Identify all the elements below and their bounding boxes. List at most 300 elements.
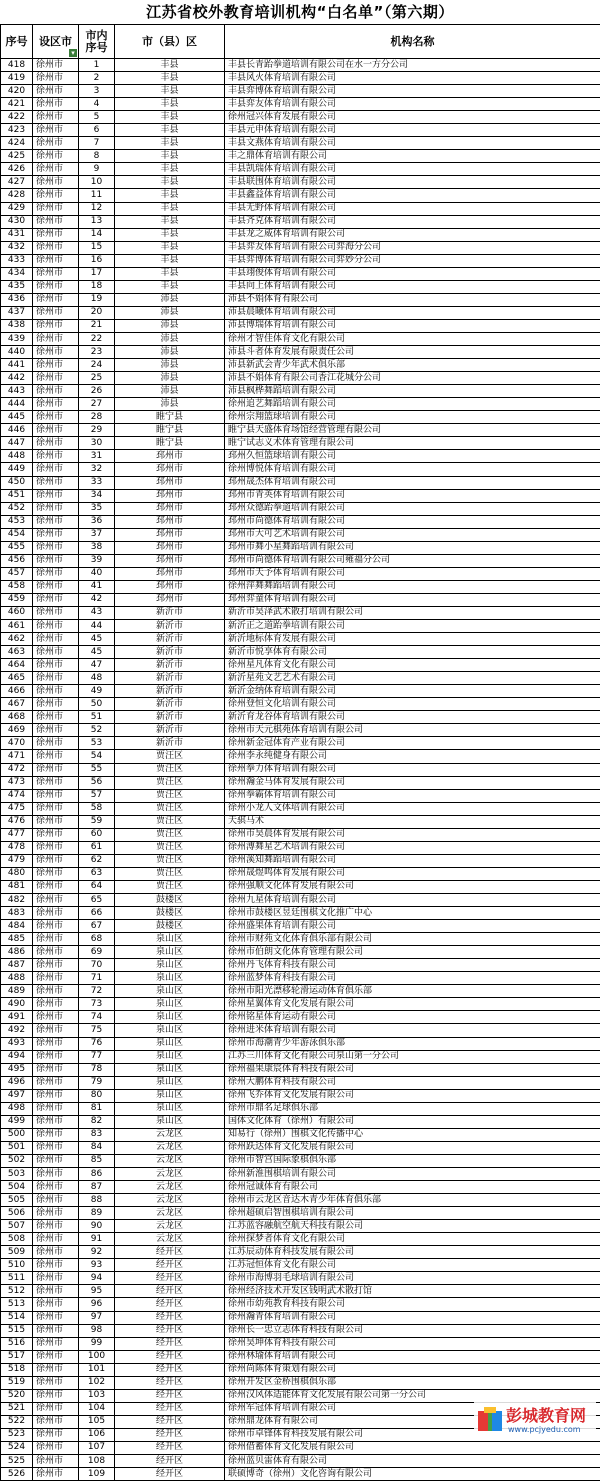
cell-city: 徐州市 xyxy=(33,372,79,385)
cell-seq: 432 xyxy=(1,241,33,254)
cell-city: 徐州市 xyxy=(33,1089,79,1102)
cell-county: 丰县 xyxy=(115,228,225,241)
cell-city-seq: 74 xyxy=(79,1011,115,1024)
cell-org: 徐州李永纯健身有限公司 xyxy=(225,750,600,763)
cell-org: 邳州市大可艺术培训有限公司 xyxy=(225,528,600,541)
cell-org: 邳州市青英体育培训有限公司 xyxy=(225,489,600,502)
cell-seq: 504 xyxy=(1,1181,33,1194)
table-row xyxy=(1,1063,600,1076)
cell-seq: 433 xyxy=(1,254,33,267)
cell-city: 徐州市 xyxy=(33,1220,79,1233)
cell-county: 经开区 xyxy=(115,1337,225,1350)
cell-city-seq: 15 xyxy=(79,241,115,254)
cell-org: 新沂正之道跆拳培训有限公司 xyxy=(225,620,600,633)
cell-org: 丰县齐克体育培训有限公司 xyxy=(225,215,600,228)
cell-city-seq: 93 xyxy=(79,1259,115,1272)
cell-city-seq: 80 xyxy=(79,1089,115,1102)
cell-city: 徐州市 xyxy=(33,959,79,972)
cell-city: 徐州市 xyxy=(33,1207,79,1220)
cell-city: 徐州市 xyxy=(33,880,79,893)
cell-county: 丰县 xyxy=(115,150,225,163)
cell-city-seq: 31 xyxy=(79,450,115,463)
cell-seq: 514 xyxy=(1,1311,33,1324)
cell-county: 经开区 xyxy=(115,1415,225,1428)
cell-city-seq: 3 xyxy=(79,85,115,98)
table-row xyxy=(1,306,600,319)
cell-city-seq: 50 xyxy=(79,698,115,711)
cell-city-seq: 44 xyxy=(79,620,115,633)
cell-city: 徐州市 xyxy=(33,867,79,880)
cell-city: 徐州市 xyxy=(33,672,79,685)
cell-city: 徐州市 xyxy=(33,176,79,189)
table-row xyxy=(1,1141,600,1154)
table-row xyxy=(1,189,600,202)
cell-seq: 480 xyxy=(1,867,33,880)
cell-seq: 436 xyxy=(1,293,33,306)
cell-seq: 422 xyxy=(1,111,33,124)
table-row xyxy=(1,1324,600,1337)
cell-city-seq: 7 xyxy=(79,137,115,150)
cell-city: 徐州市 xyxy=(33,750,79,763)
cell-city-seq: 66 xyxy=(79,907,115,920)
table-row xyxy=(1,698,600,711)
cell-county: 贾汪区 xyxy=(115,776,225,789)
cell-county: 新沂市 xyxy=(115,620,225,633)
table-row xyxy=(1,567,600,580)
table-row xyxy=(1,1350,600,1363)
cell-city: 徐州市 xyxy=(33,737,79,750)
cell-city-seq: 85 xyxy=(79,1154,115,1167)
table-row xyxy=(1,1363,600,1376)
cell-seq: 435 xyxy=(1,280,33,293)
cell-city: 徐州市 xyxy=(33,293,79,306)
cell-city-seq: 28 xyxy=(79,411,115,424)
table-row xyxy=(1,685,600,698)
header-city[interactable]: 设区市 ▾ xyxy=(33,25,79,59)
table-row xyxy=(1,1455,600,1468)
cell-seq: 459 xyxy=(1,593,33,606)
cell-org: 徐州探梦者体育文化有限公司 xyxy=(225,1233,600,1246)
cell-city: 徐州市 xyxy=(33,215,79,228)
cell-city-seq: 56 xyxy=(79,776,115,789)
cell-city: 徐州市 xyxy=(33,1102,79,1115)
table-row xyxy=(1,1154,600,1167)
cell-seq: 450 xyxy=(1,476,33,489)
cell-city: 徐州市 xyxy=(33,254,79,267)
cell-seq: 501 xyxy=(1,1141,33,1154)
table-row xyxy=(1,72,600,85)
cell-org: 徐州星翼体育文化发展有限公司 xyxy=(225,998,600,1011)
cell-org: 徐州冠兴体育发展有限公司 xyxy=(225,111,600,124)
cell-city: 徐州市 xyxy=(33,1154,79,1167)
cell-county: 邳州市 xyxy=(115,515,225,528)
cell-city: 徐州市 xyxy=(33,515,79,528)
cell-county: 云龙区 xyxy=(115,1220,225,1233)
cell-city: 徐州市 xyxy=(33,359,79,372)
table-row xyxy=(1,163,600,176)
cell-org: 江苏三川体育文化有限公司泉山第一分公司 xyxy=(225,1050,600,1063)
table-row xyxy=(1,946,600,959)
cell-city: 徐州市 xyxy=(33,98,79,111)
table-row xyxy=(1,1011,600,1024)
cell-seq: 500 xyxy=(1,1128,33,1141)
cell-county: 经开区 xyxy=(115,1389,225,1402)
table-row xyxy=(1,672,600,685)
cell-county: 经开区 xyxy=(115,1350,225,1363)
cell-city-seq: 89 xyxy=(79,1207,115,1220)
cell-org: 邳州晟杰体育培训有限公司 xyxy=(225,476,600,489)
table-row xyxy=(1,280,600,293)
cell-city-seq: 94 xyxy=(79,1272,115,1285)
cell-seq: 418 xyxy=(1,59,33,72)
cell-city-seq: 67 xyxy=(79,920,115,933)
cell-seq: 487 xyxy=(1,959,33,972)
cell-city-seq: 25 xyxy=(79,372,115,385)
cell-seq: 477 xyxy=(1,828,33,841)
cell-county: 沛县 xyxy=(115,385,225,398)
cell-seq: 442 xyxy=(1,372,33,385)
cell-city: 徐州市 xyxy=(33,1363,79,1376)
table-row xyxy=(1,933,600,946)
cell-seq: 524 xyxy=(1,1441,33,1454)
cell-org: 丰县弈友体育培训有限公司弈海分公司 xyxy=(225,241,600,254)
cell-county: 经开区 xyxy=(115,1259,225,1272)
cell-org: 徐州市鼓楼区昱廷围棋文化推广中心 xyxy=(225,907,600,920)
cell-seq: 518 xyxy=(1,1363,33,1376)
cell-county: 云龙区 xyxy=(115,1154,225,1167)
cell-city-seq: 24 xyxy=(79,359,115,372)
table-row xyxy=(1,920,600,933)
table-row xyxy=(1,554,600,567)
cell-city: 徐州市 xyxy=(33,528,79,541)
cell-org: 丰县无野体育培训有限公司 xyxy=(225,202,600,215)
cell-city-seq: 60 xyxy=(79,828,115,841)
cell-org: 睢宁县天盛体育场馆经营管理有限公司 xyxy=(225,424,600,437)
cell-org: 新沂育龙谷体育培训有限公司 xyxy=(225,711,600,724)
cell-city: 徐州市 xyxy=(33,385,79,398)
cell-city: 徐州市 xyxy=(33,724,79,737)
cell-city: 徐州市 xyxy=(33,1194,79,1207)
table-row xyxy=(1,98,600,111)
cell-county: 丰县 xyxy=(115,137,225,150)
cell-org: 国体文化体育（徐州）有限公司 xyxy=(225,1115,600,1128)
cell-county: 邳州市 xyxy=(115,580,225,593)
cell-org: 徐州才智佳体育文化有限公司 xyxy=(225,332,600,345)
cell-county: 贾汪区 xyxy=(115,841,225,854)
cell-city: 徐州市 xyxy=(33,1259,79,1272)
cell-seq: 476 xyxy=(1,815,33,828)
cell-seq: 502 xyxy=(1,1154,33,1167)
cell-city-seq: 8 xyxy=(79,150,115,163)
cell-seq: 454 xyxy=(1,528,33,541)
table-row xyxy=(1,541,600,554)
cell-city-seq: 51 xyxy=(79,711,115,724)
cell-county: 丰县 xyxy=(115,98,225,111)
table-row xyxy=(1,476,600,489)
cell-city: 徐州市 xyxy=(33,815,79,828)
cell-seq: 512 xyxy=(1,1285,33,1298)
cell-city: 徐州市 xyxy=(33,150,79,163)
cell-org: 徐州市鼎名足球俱乐部 xyxy=(225,1102,600,1115)
table-row xyxy=(1,398,600,411)
cell-org: 邳州市天予体育培训有限公司 xyxy=(225,567,600,580)
cell-county: 新沂市 xyxy=(115,711,225,724)
cell-city: 徐州市 xyxy=(33,1337,79,1350)
table-row xyxy=(1,867,600,880)
table-row xyxy=(1,215,600,228)
cell-org: 徐州尚陈体育策划有限公司 xyxy=(225,1363,600,1376)
cell-city-seq: 107 xyxy=(79,1441,115,1454)
cell-org: 邳州市舞小星舞蹈培训有限公司 xyxy=(225,541,600,554)
cell-seq: 495 xyxy=(1,1063,33,1076)
cell-county: 泉山区 xyxy=(115,933,225,946)
cell-city: 徐州市 xyxy=(33,72,79,85)
cell-county: 贾汪区 xyxy=(115,763,225,776)
table-row xyxy=(1,1194,600,1207)
cell-city-seq: 2 xyxy=(79,72,115,85)
cell-org: 徐州晟煜鸣体育发展有限公司 xyxy=(225,867,600,880)
table-row xyxy=(1,437,600,450)
table-row xyxy=(1,1181,600,1194)
cell-city-seq: 18 xyxy=(79,280,115,293)
cell-city-seq: 72 xyxy=(79,985,115,998)
table-row xyxy=(1,854,600,867)
cell-city: 徐州市 xyxy=(33,59,79,72)
cell-city-seq: 90 xyxy=(79,1220,115,1233)
cell-county: 云龙区 xyxy=(115,1233,225,1246)
cell-city-seq: 103 xyxy=(79,1389,115,1402)
cell-city: 徐州市 xyxy=(33,332,79,345)
cell-seq: 489 xyxy=(1,985,33,998)
table-row xyxy=(1,737,600,750)
cell-org: 徐州新金冠体育产业有限公司 xyxy=(225,737,600,750)
cell-seq: 481 xyxy=(1,880,33,893)
cell-seq: 425 xyxy=(1,150,33,163)
cell-org: 徐州福果康宸体育科技有限公司 xyxy=(225,1063,600,1076)
cell-city-seq: 84 xyxy=(79,1141,115,1154)
table-row xyxy=(1,959,600,972)
cell-org: 徐州林瑜体育培训有限公司 xyxy=(225,1350,600,1363)
cell-county: 新沂市 xyxy=(115,737,225,750)
cell-seq: 478 xyxy=(1,841,33,854)
watermark-text: 彭城教育网 xyxy=(506,1403,586,1426)
table-row xyxy=(1,124,600,137)
cell-city-seq: 43 xyxy=(79,606,115,619)
cell-county: 泉山区 xyxy=(115,1115,225,1128)
table-row xyxy=(1,985,600,998)
cell-seq: 466 xyxy=(1,685,33,698)
filter-icon[interactable]: ▾ xyxy=(69,49,77,57)
cell-org: 知易行（徐州）围棋文化传播中心 xyxy=(225,1128,600,1141)
cell-city: 徐州市 xyxy=(33,789,79,802)
cell-county: 沛县 xyxy=(115,293,225,306)
table-row xyxy=(1,463,600,476)
cell-city: 徐州市 xyxy=(33,1311,79,1324)
table-row xyxy=(1,137,600,150)
cell-seq: 499 xyxy=(1,1115,33,1128)
table-header-row xyxy=(1,25,600,59)
cell-county: 沛县 xyxy=(115,306,225,319)
cell-city-seq: 14 xyxy=(79,228,115,241)
cell-org: 邳州久恒篮球培训有限公司 xyxy=(225,450,600,463)
cell-org: 联硕博奇（徐州）文化咨询有限公司 xyxy=(225,1468,600,1481)
table-row xyxy=(1,1024,600,1037)
cell-city-seq: 19 xyxy=(79,293,115,306)
cell-seq: 423 xyxy=(1,124,33,137)
table-row xyxy=(1,176,600,189)
cell-city: 徐州市 xyxy=(33,398,79,411)
cell-city: 徐州市 xyxy=(33,711,79,724)
cell-city-seq: 42 xyxy=(79,593,115,606)
cell-county: 新沂市 xyxy=(115,672,225,685)
cell-county: 泉山区 xyxy=(115,1024,225,1037)
cell-city-seq: 83 xyxy=(79,1128,115,1141)
cell-seq: 497 xyxy=(1,1089,33,1102)
cell-seq: 426 xyxy=(1,163,33,176)
cell-org: 徐州进米体育培训有限公司 xyxy=(225,1024,600,1037)
cell-county: 经开区 xyxy=(115,1468,225,1481)
cell-county: 鼓楼区 xyxy=(115,907,225,920)
cell-county: 丰县 xyxy=(115,163,225,176)
cell-city-seq: 99 xyxy=(79,1337,115,1350)
table-row xyxy=(1,646,600,659)
cell-org: 丰县鑫益体育培训有限公司 xyxy=(225,189,600,202)
cell-city-seq: 45 xyxy=(79,633,115,646)
cell-city: 徐州市 xyxy=(33,776,79,789)
cell-city: 徐州市 xyxy=(33,1037,79,1050)
cell-city: 徐州市 xyxy=(33,1011,79,1024)
cell-city: 徐州市 xyxy=(33,1128,79,1141)
cell-county: 贾汪区 xyxy=(115,828,225,841)
cell-city: 徐州市 xyxy=(33,1233,79,1246)
table-row xyxy=(1,580,600,593)
cell-org: 江苏冠恒体育文化有限公司 xyxy=(225,1259,600,1272)
cell-county: 云龙区 xyxy=(115,1207,225,1220)
cell-city-seq: 69 xyxy=(79,946,115,959)
cell-city-seq: 82 xyxy=(79,1115,115,1128)
cell-county: 丰县 xyxy=(115,202,225,215)
cell-org: 沛县枫桦舞蹈培训有限公司 xyxy=(225,385,600,398)
cell-county: 经开区 xyxy=(115,1324,225,1337)
cell-county: 贾汪区 xyxy=(115,854,225,867)
cell-city-seq: 102 xyxy=(79,1376,115,1389)
cell-city-seq: 23 xyxy=(79,346,115,359)
table-row xyxy=(1,620,600,633)
cell-city: 徐州市 xyxy=(33,1350,79,1363)
cell-county: 丰县 xyxy=(115,59,225,72)
cell-county: 沛县 xyxy=(115,372,225,385)
table-row xyxy=(1,907,600,920)
cell-city: 徐州市 xyxy=(33,646,79,659)
cell-seq: 461 xyxy=(1,620,33,633)
cell-city: 徐州市 xyxy=(33,1428,79,1441)
cell-seq: 470 xyxy=(1,737,33,750)
cell-seq: 503 xyxy=(1,1167,33,1180)
cell-city: 徐州市 xyxy=(33,1298,79,1311)
cell-city: 徐州市 xyxy=(33,463,79,476)
cell-county: 泉山区 xyxy=(115,1037,225,1050)
cell-city: 徐州市 xyxy=(33,620,79,633)
cell-seq: 475 xyxy=(1,802,33,815)
header-seq: 序号 xyxy=(1,25,33,59)
cell-org: 新沂金纳体育培训有限公司 xyxy=(225,685,600,698)
cell-org: 丰县长青跆拳道培训有限公司在水一方分公司 xyxy=(225,59,600,72)
table-row xyxy=(1,776,600,789)
cell-city-seq: 35 xyxy=(79,502,115,515)
cell-county: 沛县 xyxy=(115,398,225,411)
cell-city: 徐州市 xyxy=(33,1050,79,1063)
cell-county: 新沂市 xyxy=(115,659,225,672)
cell-city: 徐州市 xyxy=(33,1115,79,1128)
table-row xyxy=(1,789,600,802)
cell-city-seq: 32 xyxy=(79,463,115,476)
cell-seq: 451 xyxy=(1,489,33,502)
table-row xyxy=(1,150,600,163)
table-row xyxy=(1,202,600,215)
cell-org: 徐州市海潮青少年游泳俱乐部 xyxy=(225,1037,600,1050)
cell-city: 徐州市 xyxy=(33,241,79,254)
cell-seq: 467 xyxy=(1,698,33,711)
cell-city-seq: 92 xyxy=(79,1246,115,1259)
cell-city: 徐州市 xyxy=(33,1141,79,1154)
table-row xyxy=(1,1128,600,1141)
cell-seq: 492 xyxy=(1,1024,33,1037)
cell-seq: 479 xyxy=(1,854,33,867)
cell-seq: 469 xyxy=(1,724,33,737)
watermark xyxy=(474,1401,596,1441)
cell-county: 鼓楼区 xyxy=(115,920,225,933)
cell-org: 徐州小龙人文体培训有限公司 xyxy=(225,802,600,815)
cell-org: 丰之鼎体育培训有限公司 xyxy=(225,150,600,163)
cell-city: 徐州市 xyxy=(33,85,79,98)
table-row xyxy=(1,1076,600,1089)
cell-city-seq: 37 xyxy=(79,528,115,541)
cell-seq: 424 xyxy=(1,137,33,150)
cell-city-seq: 47 xyxy=(79,659,115,672)
cell-county: 邳州市 xyxy=(115,450,225,463)
cell-org: 徐州丹飞体育科技有限公司 xyxy=(225,959,600,972)
cell-county: 泉山区 xyxy=(115,972,225,985)
cell-seq: 516 xyxy=(1,1337,33,1350)
cell-seq: 458 xyxy=(1,580,33,593)
cell-county: 贾汪区 xyxy=(115,815,225,828)
table-row xyxy=(1,528,600,541)
cell-city: 徐州市 xyxy=(33,346,79,359)
table-row xyxy=(1,319,600,332)
cell-org: 徐州冠诚体育有限公司 xyxy=(225,1181,600,1194)
cell-org: 徐州大鹏体育科技有限公司 xyxy=(225,1076,600,1089)
cell-county: 泉山区 xyxy=(115,998,225,1011)
cell-city-seq: 62 xyxy=(79,854,115,867)
cell-seq: 482 xyxy=(1,894,33,907)
cell-county: 贾汪区 xyxy=(115,867,225,880)
cell-county: 贾汪区 xyxy=(115,880,225,893)
page-title: 江苏省校外教育培训机构“白名单”（第六期） xyxy=(0,0,600,24)
table-row xyxy=(1,763,600,776)
cell-seq: 438 xyxy=(1,319,33,332)
cell-seq: 419 xyxy=(1,72,33,85)
cell-city: 徐州市 xyxy=(33,1024,79,1037)
cell-county: 邳州市 xyxy=(115,476,225,489)
cell-city-seq: 5 xyxy=(79,111,115,124)
cell-city: 徐州市 xyxy=(33,1402,79,1415)
cell-org: 徐州汉风体适能体育文化发展有限公司第一分公司 xyxy=(225,1389,600,1402)
cell-city: 徐州市 xyxy=(33,1181,79,1194)
cell-org: 丰县弈博体育培训有限公司 xyxy=(225,85,600,98)
cell-org: 徐州市阳光漂移轮滑运动体育俱乐部 xyxy=(225,985,600,998)
cell-org: 沛县斗者体育发展有限责任公司 xyxy=(225,346,600,359)
cell-city: 徐州市 xyxy=(33,411,79,424)
